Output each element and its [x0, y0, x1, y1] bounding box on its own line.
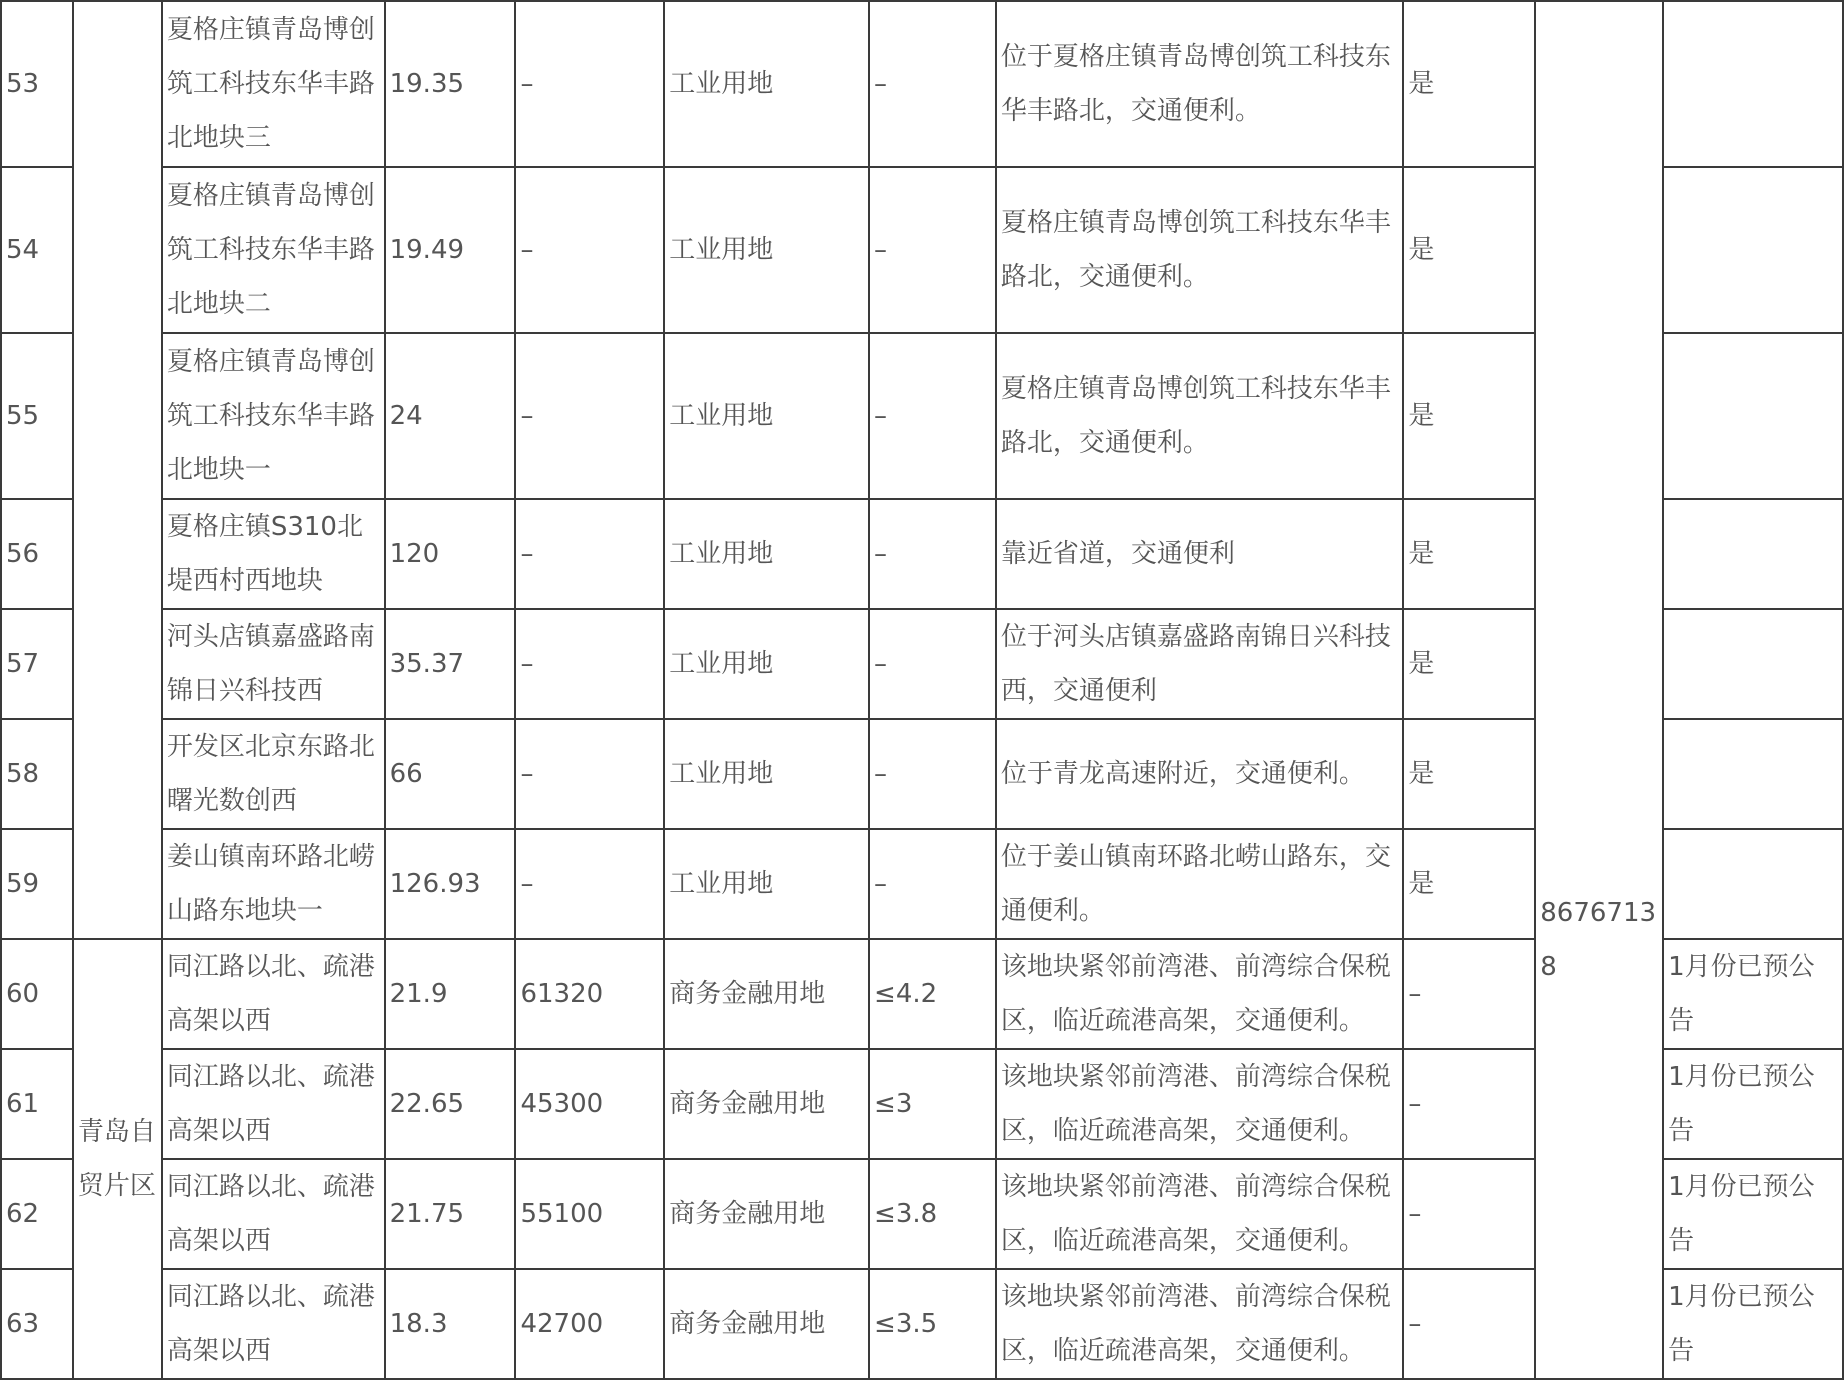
value-cell: 61320: [515, 939, 664, 1049]
description-cell: 夏格庄镇青岛博创筑工科技东华丰路北，交通便利。: [996, 167, 1404, 333]
flag-cell: 是: [1403, 333, 1535, 499]
land-use-cell: 商务金融用地: [664, 1159, 869, 1269]
description-cell: 位于河头店镇嘉盛路南锦日兴科技西，交通便利: [996, 609, 1404, 719]
note-cell: [1663, 167, 1843, 333]
row-number-cell: 58: [1, 719, 73, 829]
row-number-cell: 63: [1, 1269, 73, 1379]
plot-ratio-cell: ≤3.8: [869, 1159, 996, 1269]
flag-cell: –: [1403, 1269, 1535, 1379]
parcel-name-cell: 同江路以北、疏港高架以西: [162, 1049, 385, 1159]
land-use-cell: 工业用地: [664, 719, 869, 829]
flag-cell: 是: [1403, 167, 1535, 333]
parcel-name-cell: 夏格庄镇青岛博创筑工科技东华丰路北地块二: [162, 167, 385, 333]
plot-ratio-cell: –: [869, 167, 996, 333]
row-number-cell: 54: [1, 167, 73, 333]
value-cell: –: [515, 609, 664, 719]
description-cell: 位于青龙高速附近，交通便利。: [996, 719, 1404, 829]
area-cell: 21.9: [385, 939, 516, 1049]
area-cell: 24: [385, 333, 516, 499]
plot-ratio-cell: –: [869, 609, 996, 719]
flag-cell: 是: [1403, 1, 1535, 167]
note-cell: 1月份已预公告: [1663, 1049, 1843, 1159]
parcel-name-cell: 河头店镇嘉盛路南锦日兴科技西: [162, 609, 385, 719]
land-use-cell: 工业用地: [664, 829, 869, 939]
value-cell: –: [515, 829, 664, 939]
row-number-cell: 61: [1, 1049, 73, 1159]
plot-ratio-cell: ≤3.5: [869, 1269, 996, 1379]
area-cell: 22.65: [385, 1049, 516, 1159]
value-cell: –: [515, 167, 664, 333]
parcel-name-cell: 同江路以北、疏港高架以西: [162, 1269, 385, 1379]
note-cell: [1663, 499, 1843, 609]
flag-cell: –: [1403, 1049, 1535, 1159]
land-use-cell: 工业用地: [664, 1, 869, 167]
note-cell: 1月份已预公告: [1663, 1269, 1843, 1379]
flag-cell: –: [1403, 1159, 1535, 1269]
value-cell: 42700: [515, 1269, 664, 1379]
flag-cell: 是: [1403, 609, 1535, 719]
note-cell: [1663, 719, 1843, 829]
plot-ratio-cell: –: [869, 499, 996, 609]
land-use-cell: 商务金融用地: [664, 1269, 869, 1379]
land-use-cell: 商务金融用地: [664, 939, 869, 1049]
plot-ratio-cell: –: [869, 1, 996, 167]
note-cell: 1月份已预公告: [1663, 939, 1843, 1049]
note-cell: [1663, 829, 1843, 939]
district-cell: 青岛自贸片区: [73, 939, 162, 1379]
value-cell: –: [515, 333, 664, 499]
value-cell: –: [515, 1, 664, 167]
area-cell: 120: [385, 499, 516, 609]
plot-ratio-cell: ≤4.2: [869, 939, 996, 1049]
description-cell: 该地块紧邻前湾港、前湾综合保税区，临近疏港高架，交通便利。: [996, 1049, 1404, 1159]
area-cell: 19.49: [385, 167, 516, 333]
row-number-cell: 55: [1, 333, 73, 499]
note-cell: 1月份已预公告: [1663, 1159, 1843, 1269]
flag-cell: 是: [1403, 499, 1535, 609]
row-number-cell: 57: [1, 609, 73, 719]
plot-ratio-cell: ≤3: [869, 1049, 996, 1159]
area-cell: 126.93: [385, 829, 516, 939]
parcel-name-cell: 姜山镇南环路北崂山路东地块一: [162, 829, 385, 939]
parcel-name-cell: 夏格庄镇青岛博创筑工科技东华丰路北地块三: [162, 1, 385, 167]
land-use-cell: 工业用地: [664, 333, 869, 499]
note-cell: [1663, 1, 1843, 167]
description-cell: 该地块紧邻前湾港、前湾综合保税区，临近疏港高架，交通便利。: [996, 1159, 1404, 1269]
description-cell: 该地块紧邻前湾港、前湾综合保税区，临近疏港高架，交通便利。: [996, 939, 1404, 1049]
description-cell: 夏格庄镇青岛博创筑工科技东华丰路北，交通便利。: [996, 333, 1404, 499]
value-cell: –: [515, 499, 664, 609]
row-number-cell: 59: [1, 829, 73, 939]
description-cell: 靠近省道，交通便利: [996, 499, 1404, 609]
note-cell: [1663, 333, 1843, 499]
area-cell: 21.75: [385, 1159, 516, 1269]
parcel-name-cell: 同江路以北、疏港高架以西: [162, 1159, 385, 1269]
row-number-cell: 53: [1, 1, 73, 167]
description-cell: 位于姜山镇南环路北崂山路东，交通便利。: [996, 829, 1404, 939]
area-cell: 18.3: [385, 1269, 516, 1379]
value-cell: 45300: [515, 1049, 664, 1159]
plot-ratio-cell: –: [869, 333, 996, 499]
row-number-cell: 60: [1, 939, 73, 1049]
parcel-name-cell: 夏格庄镇青岛博创筑工科技东华丰路北地块一: [162, 333, 385, 499]
flag-cell: –: [1403, 939, 1535, 1049]
land-use-cell: 商务金融用地: [664, 1049, 869, 1159]
plot-ratio-cell: –: [869, 719, 996, 829]
description-cell: 该地块紧邻前湾港、前湾综合保税区，临近疏港高架，交通便利。: [996, 1269, 1404, 1379]
value-cell: –: [515, 719, 664, 829]
area-cell: 19.35: [385, 1, 516, 167]
row-number-cell: 62: [1, 1159, 73, 1269]
parcel-name-cell: 开发区北京东路北曙光数创西: [162, 719, 385, 829]
area-cell: 35.37: [385, 609, 516, 719]
land-use-cell: 工业用地: [664, 167, 869, 333]
table-row: [1, 1, 1843, 167]
plot-ratio-cell: –: [869, 829, 996, 939]
area-cell: 66: [385, 719, 516, 829]
row-number-cell: 56: [1, 499, 73, 609]
district-cell-blank: [73, 1, 162, 939]
description-cell: 位于夏格庄镇青岛博创筑工科技东华丰路北，交通便利。: [996, 1, 1404, 167]
parcel-name-cell: 同江路以北、疏港高架以西: [162, 939, 385, 1049]
note-cell: [1663, 609, 1843, 719]
phone-cell: 86767138: [1535, 1, 1663, 1379]
land-use-cell: 工业用地: [664, 609, 869, 719]
value-cell: 55100: [515, 1159, 664, 1269]
flag-cell: 是: [1403, 719, 1535, 829]
flag-cell: 是: [1403, 829, 1535, 939]
land-use-cell: 工业用地: [664, 499, 869, 609]
parcel-name-cell: 夏格庄镇S310北堤西村西地块: [162, 499, 385, 609]
